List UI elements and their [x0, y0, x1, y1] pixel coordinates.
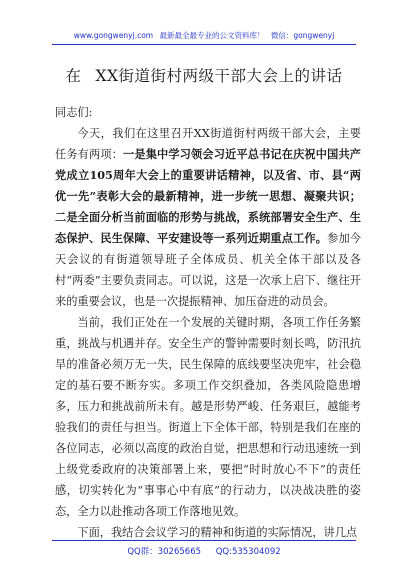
- title-prefix: 在: [65, 67, 82, 85]
- salutation: 同志们:: [55, 106, 93, 119]
- header-site-link[interactable]: www.gongwenyj.com: [73, 31, 154, 40]
- paragraph-2: 当前，我们正处在一个发展的关键时期，各项工作任务繁重，挑战与机遇并存。安全生产的警钟需要时刻长鸣，防汛抗旱的准备必须万无一失，民生保障的底线要坚决兜牢，社会稳定的基石要不断夯实。多项工作交织叠加，各类风险隐患增多，压力和挑战前所未有。越是形势严峻、任务艰巨，越能考验我们的责任与担当。街道上下全体干部，特别是我们在座的各位同志，必须以高度的政治自觉，把思想和行动迅速统一到上级党委政府的决策部署上来，要把“时时放心不下”的责任感，切实转化为“事事心中有底”的行动力，以决战决胜的姿态，全力以赴推动各项工作落地见效。: [55, 316, 361, 518]
- footer-divider: [52, 540, 356, 541]
- document-body: [55, 102, 361, 543]
- header-wechat: 微信：gongwenyj: [270, 31, 335, 40]
- paragraph-3: 下面，我结合会议学习的精神和街道的实际情况，讲几点: [77, 526, 358, 539]
- paragraph-1: [55, 123, 361, 312]
- footer-qq-group: QQ群：30265665: [127, 547, 202, 557]
- paragraph-1-intro: 今天，我们在这里召开XX街道街村两级干部大会，主要任务有两项：: [55, 127, 361, 161]
- paragraph-1-key-tasks: 一是集中学习领会习近平总书记在庆祝中国共产党成立105周年大会上的重要讲话精神，以及省、市、县“两优一先”表彰大会的最新精神，进一步统一思想、凝聚共识；二是全面分析当前面临的形势与挑战，系统部署安全生产、生态保护、民生保障、平安建设等一系列近期重点工作。: [55, 147, 361, 245]
- page-footer: [0, 545, 408, 557]
- document-title: [0, 64, 408, 86]
- header-slogan: 最新最全最专业的公文资料库！: [159, 31, 265, 40]
- title-main: XX街道街村两级干部大会上的讲话: [95, 67, 343, 85]
- footer-qq-contact: QQ:535304092: [215, 547, 281, 557]
- page-header: [0, 30, 408, 41]
- paragraph-1-attendees: 参加今天会议的有街道领导班子全体成员、机关全体干部以及各村“两委”主要负责同志。可以说，这是一次承上启下、继往开来的重要会议，也是一次提振精神、加压奋进的动员会。: [55, 232, 361, 308]
- header-divider: [52, 44, 356, 45]
